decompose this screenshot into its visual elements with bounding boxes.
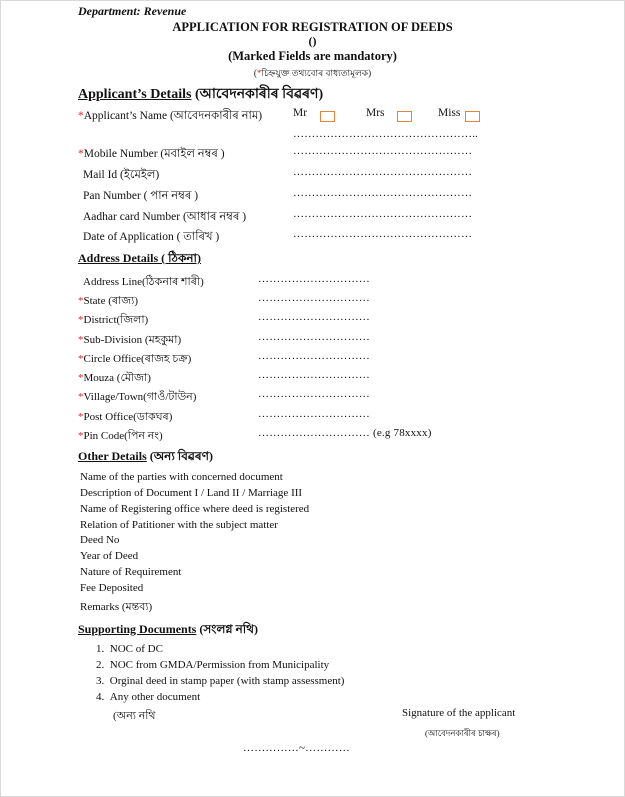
doc-list-item: 3. Orginal deed in stamp paper (with stamp assessment) [96,675,345,687]
required-star: * [78,372,84,384]
title-option-miss: Miss [438,107,461,119]
signature-label-local: (আবেদনকাৰীৰ চাক্ষৰ) [425,728,500,738]
pin-code-field[interactable]: ………………………… (e.g 78xxxx) [258,427,432,439]
address-section-heading: Address Details ( ঠিকনা) [78,251,201,265]
aadhar-field[interactable]: ………………………………………… [293,208,473,220]
required-star: * [78,110,84,122]
mail-label: Mail Id (ইমেইল) [83,169,160,181]
other-section-heading: Other Details (অন্য বিৱৰণ) [78,449,213,463]
other-item: Relation of Patitioner with the subject matter [80,519,278,531]
mr-checkbox[interactable] [320,111,335,122]
subdivision-label: *Sub-Division (মহকুমা) [78,334,182,346]
signature-label: Signature of the applicant [402,707,516,719]
required-star: * [78,353,84,365]
other-item: Remarks (মন্তব্য) [80,601,153,613]
date-label: Date of Application ( তাৰিখ ) [83,231,220,243]
post-office-field[interactable]: ………………………… [258,408,370,420]
mouza-field[interactable]: ………………………… [258,369,370,381]
other-item: Name of the parties with concerned document [80,471,283,483]
title-option-mr: Mr [293,107,308,119]
required-star: * [78,334,84,346]
other-item: Deed No [80,534,120,546]
doc-list-item: 4. Any other document [96,691,201,703]
other-item: Name of Registering office where deed is registered [80,503,310,515]
subdivision-field[interactable]: ………………………… [258,331,370,343]
doc-list-item: 1. NOC of DC [96,643,163,655]
date-field[interactable]: ………………………………………… [293,228,473,240]
pin-example: (e.g 78xxxx) [372,427,432,439]
applicant-name-label: *Applicant’s Name (আবেদনকাৰীৰ নাম) [78,110,263,122]
applicant-name-field[interactable]: ………………………………………….. [293,128,479,140]
required-star: * [78,314,84,326]
form-title: APPLICATION FOR REGISTRATION OF DEEDS [172,20,453,34]
other-document-local: (অন্য নথি [113,710,156,722]
pan-label: Pan Number ( পান নম্বৰ ) [83,190,199,202]
other-item: Nature of Requirement [80,566,182,578]
post-office-label: *Post Office(ডাকঘৰ) [78,411,173,423]
village-label: *Village/Town(গাওঁ/টাউন) [78,391,197,403]
required-star: * [78,411,84,423]
other-item: Description of Document I / Land II / Marriage III [80,487,303,499]
pan-field[interactable]: ………………………………………… [293,187,473,199]
state-field[interactable]: ………………………… [258,292,370,304]
required-star: * [78,391,84,403]
village-field[interactable]: ………………………… [258,388,370,400]
department-label: Department: Revenue [78,4,187,18]
mobile-field[interactable]: ………………………………………… [293,145,473,157]
mail-field[interactable]: ………………………………………… [293,166,473,178]
signature-field[interactable]: ……………~………… [243,742,350,754]
circle-office-field[interactable]: ………………………… [258,350,370,362]
form-subtitle-paren: () [308,34,317,48]
miss-checkbox[interactable] [465,111,480,122]
address-line-label: Address Line(ঠিকনাৰ শাৰী) [83,276,204,288]
address-line-field[interactable]: ………………………… [258,273,370,285]
title-option-mrs: Mrs [366,107,385,119]
other-item: Fee Deposited [80,582,144,594]
aadhar-label: Aadhar card Number (আধাৰ নম্বৰ ) [83,211,247,223]
mandatory-note: (Marked Fields are mandatory) [228,49,397,63]
required-star: * [78,148,84,160]
other-item: Year of Deed [80,550,139,562]
mrs-checkbox[interactable] [397,111,412,122]
district-label: *District(জিলা) [78,314,149,326]
mandatory-note-local: (*চিহ্নযুক্ত তথ্যবোৰ বাধ্যতামূলক) [253,68,372,78]
required-star: * [256,68,262,78]
mouza-label: *Mouza (মৌজা) [78,372,151,384]
doc-list-item: 2. NOC from GMDA/Permission from Municipality [96,659,330,671]
pin-code-label: *Pin Code(পিন নং) [78,430,163,442]
mobile-label: *Mobile Number (মবাইল নম্বৰ ) [78,148,225,160]
required-star: * [78,295,84,307]
district-field[interactable]: ………………………… [258,311,370,323]
supporting-section-heading: Supporting Documents (সংলগ্ন নথি) [78,622,258,636]
circle-office-label: *Circle Office(ৰাজহ চক্ৰ) [78,353,192,365]
required-star: * [78,430,84,442]
applicant-section-heading: Applicant’s Details (আবেদনকাৰীৰ বিৱৰণ) [78,87,324,102]
state-label: *State (ৰাজ্য) [78,295,138,307]
